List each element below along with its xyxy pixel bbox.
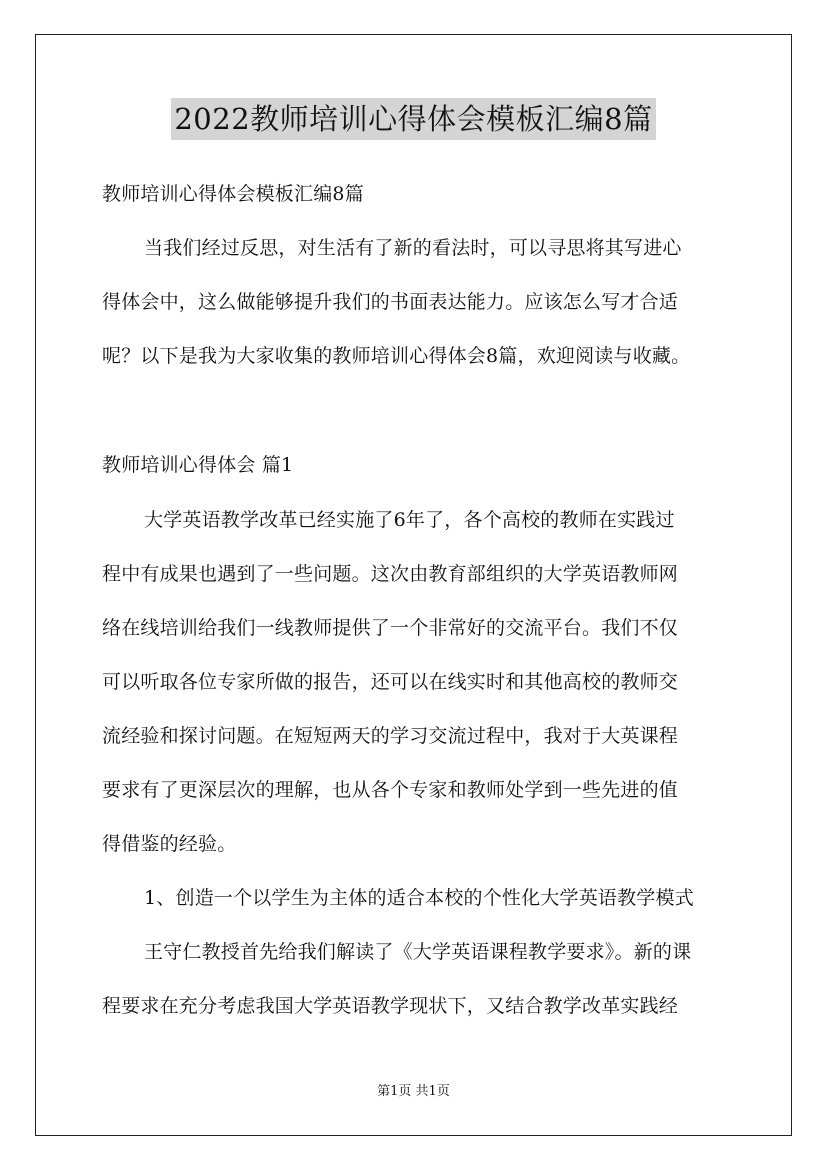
page-number: 第1页 共1页 xyxy=(377,1084,450,1099)
body-line-5: 流经验和探讨问题。在短短两天的学习交流过程中，我对于大英课程 xyxy=(102,725,679,747)
section-heading: 教师培训心得体会 篇1 xyxy=(102,454,294,476)
document-title: 2022教师培训心得体会模板汇编8篇 xyxy=(171,98,655,140)
intro-line-3: 呢？以下是我为大家收集的教师培训心得体会8篇，欢迎阅读与收藏。 xyxy=(102,345,691,367)
point-1-line-2: 程要求在充分考虑我国大学英语教学现状下，又结合教学改革实践经 xyxy=(102,995,679,1017)
point-1-line-1: 王守仁教授首先给我们解读了《大学英语课程教学要求》。新的课 xyxy=(144,941,692,963)
body-line-4: 可以听取各位专家所做的报告，还可以在线实时和其他高校的教师交 xyxy=(102,671,679,693)
body-line-6: 要求有了更深层次的理解，也从各个专家和教师处学到一些先进的值 xyxy=(102,779,679,801)
body-line-3: 络在线培训给我们一线教师提供了一个非常好的交流平台。我们不仅 xyxy=(102,617,679,639)
body-line-7: 得借鉴的经验。 xyxy=(102,833,237,855)
document-subtitle: 教师培训心得体会模板汇编8篇 xyxy=(102,183,364,205)
point-1-heading: 1、创造一个以学生为主体的适合本校的个性化大学英语教学模式 xyxy=(144,887,694,909)
body-line-1: 大学英语教学改革已经实施了6年了，各个高校的教师在实践过 xyxy=(144,509,675,531)
intro-line-1: 当我们经过反思，对生活有了新的看法时，可以寻思将其写进心 xyxy=(144,237,682,259)
intro-line-2: 得体会中，这么做能够提升我们的书面表达能力。应该怎么写才合适 xyxy=(102,291,679,313)
title-container xyxy=(0,98,827,140)
body-line-2: 程中有成果也遇到了一些问题。这次由教育部组织的大学英语教师网 xyxy=(102,563,679,585)
